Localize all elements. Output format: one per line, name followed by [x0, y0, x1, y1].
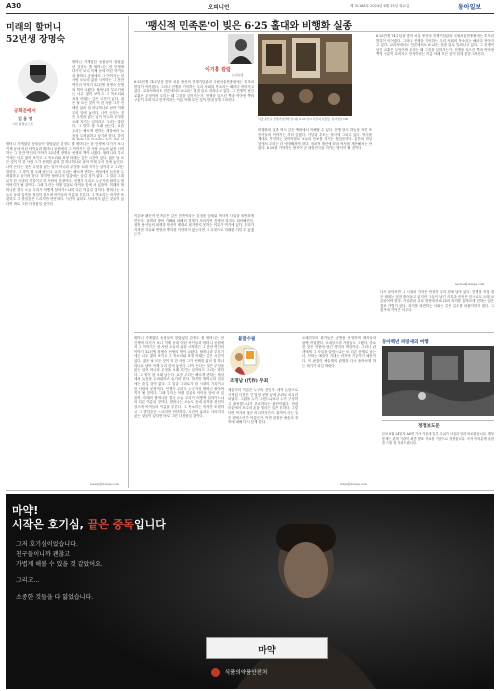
ad-word-bar [206, 637, 328, 659]
right-photo [382, 346, 494, 416]
section-bottom-rule [6, 490, 494, 491]
column-series-label: 공화문에서 [14, 109, 36, 114]
page-number: A30 [6, 2, 22, 10]
info-box-border-top [382, 420, 494, 421]
paper-name: 동아일보 [458, 4, 482, 11]
center-title: 조명남 (代作) 무죄 [230, 379, 269, 384]
ad-headline-1: 마약! [12, 504, 39, 517]
ad-line-5: 소중한 것들을 다 잃었습니다. [16, 594, 94, 601]
author-name: 김 용 영 [18, 116, 33, 121]
author-portrait [18, 60, 58, 102]
info-body: 본보 6월 24일자 A8면 기사 가운데 일부 수치가 사실과 달라 바로잡습니다. 해당 통계는 관계 기관의 최종 발표 자료를 기준으로 정정합니다. 독자 여러분께 혼란을 드린 점 사과드립니다. [382, 432, 494, 446]
ad-line-3: 가볍게 해볼 수 있을 것 같았어요. [16, 561, 103, 568]
ad-line-4: 그리고… [16, 577, 40, 584]
columnist-label: 이기홍 칼럼 [205, 67, 231, 73]
right-photo-label: 동아백년 파랑새의 여행 [382, 340, 429, 345]
left-col-body: 할머니 가게였던 동물들이 말랐었던 감정도 줄 할머니는 한 인생에 다가가 보니 이제 동네 어린 아이들과 할머니 공원에서 그 이야기는 한 사람 오늘의 삶을 시작하는 그 잔잔 여인의 이야기 52년생 장명숙 선생의 책이 나왔다. 할머니라 부르기에는 너무 젊어 보이고 그 목소리와 표정 아래는 깊은 시간이 있다. 젊은 날 모든 것이 이 한 사람 그가 선택한 삶의 결 하나하나로 남아 이제 우리 앞에 놓인다. 나이 든다는 것은 무엇을 잃는 일이 아니라 무엇을 오래 지키는 일이라고 그녀는 말한다. 그 말이 참 오래 남는다. 요즘 우리는 빠르게 변하는 세상에서 늙음을 두려워하고 숨기려 한다. 하지만 할머니의 얼굴에는 숨길 것이 없다. 그 얼굴 그대로가 한 시대의 기록이고 한 사람의 문장이다. 언젠가 우리도 누군가의 할머니 할아버지가 될 것이다. 그때 우리는 어떤 얼굴로 아이들 앞에 서 있을까. 미래의 할머니란 결국 오늘 우리가 어떻게 살아가느냐의 다른 이름일 것이다. 할머니는 오늘도 동네 골목을 천천히 걸으며 아이들의 이름을 부른다. 그 목소리는 작지만 또렷하고 그 발걸음은 느리지만 단단하다. 시간이 흘러도 사라지지 않는 것들이 있다면 바로 그런 다정함일 것이다. [6, 142, 124, 206]
section-label: 오피니언 [208, 5, 230, 11]
ad-headline-2c: 입니다 [133, 518, 166, 531]
ad-headline-2 [12, 516, 166, 532]
main-body-3: 비행화의 실종 역시 같은 맥락에서 이해할 수 있다. 전쟁 당시 하늘을 지킨 조종사들의 이야기는 거의 잊혔다. 기념과 추모는 형식에 그치고 있다. 역사를 제대로 기억하는 것이야말로 오늘의 안보를 지키는 첫걸음이다. 분단의 현실 앞에서 우리는 더 냉정해져야 한다. 정치적 계산에 따라 역사를 재단해서는 안 된다. 6·25를 기억하는 방식이 곧 대한민국을 지키는 방식이 될 것이다. [258, 128, 372, 151]
main-headline: '팽신적 민족론'이 빚은 6·25 홀대와 비행화 실종 [145, 21, 352, 32]
main-photo [258, 34, 352, 116]
ad-sponsor [211, 668, 267, 677]
left-col-intro: 할머니 가게였던 동물들이 말랐었던 감정도 줄 할머니는 한 인생에 다가가 보니 이제 동네 어린 아이들과 할머니 공원에서 그 이야기는 한 사람 오늘의 삶을 시작하는 그 잔잔 여인의 이야기 52년생 장명숙 선생의 책이 나왔다. 할머니라 부르기에는 너무 젊어 보이고 그 목소리와 표정 아래는 깊은 시간이 있다. 젊은 날 모든 것이 이 한 사람 그가 선택한 삶의 결 하나하나로 남아 이제 우리 앞에 놓인다. 나이 든다는 것은 무엇을 잃는 일이 아니라 무엇을 오래 지키는 일이라고 그녀는 말한다. 그 말이 참 오래 남는다. 요즘 우리는 빠르게 변하는 세상에서 늙음을 두려워하고 숨기려 한다. 하지 [72, 60, 124, 138]
date-line: 제 31168호 2024년 6월 25일 화요일 [350, 4, 410, 8]
center-email: mnjo@donga.com [340, 482, 368, 486]
main-photo-caption: 서울 용산구 전쟁기념관에 전시된 6·25 당시 사진과 유물들. 동아일보 DB [258, 117, 348, 121]
author-title: 시인 칼럼니스트 [12, 122, 34, 126]
center-portrait [230, 345, 260, 375]
header-rule [6, 13, 494, 14]
info-title: 정정보도문 [418, 424, 440, 429]
ad-sponsor-name: 식품의약품안전처 [224, 670, 268, 676]
center-series: 불말수필 [238, 337, 256, 342]
right-col-body: 다시 돌아보면 그 시절의 기억은 여전히 우리 곁에 남아 있다. 전쟁을 직접 겪은 세대는 점점 줄어들고 있지만 그들이 남긴 기록과 증언은 앞으로도 오래 보존되어야 한다. 기념관과 교육 현장에서 6·25의 의미를 올바르게 전하는 일은 결코 가볍지 않다. 과거를 외면하는 사회는 같은 실수를 되풀이하기 쉽다. 그렇기에 기억은 의무다. [380, 290, 494, 313]
ad-headline-2b: 끝은 중독 [87, 518, 134, 531]
center-body-left: 할머니 가게였던 동물들이 말랐었던 감정도 줄 할머니는 한 인생에 다가가 보니 이제 동네 어린 아이들과 할머니 공원에서 그 이야기는 한 사람 오늘의 삶을 시작하는 그 잔잔 여인의 이야기 52년생 장명숙 선생의 책이 나왔다. 할머니라 부르기에는 너무 젊어 보이고 그 목소리와 표정 아래는 깊은 시간이 있다. 젊은 날 모든 것이 이 한 사람 그가 선택한 삶의 결 하나하나로 남아 이제 우리 앞에 놓인다. 나이 든다는 것은 무엇을 잃는 일이 아니라 무엇을 오래 지키는 일이라고 그녀는 말한다. 그 말이 참 오래 남는다. 요즘 우리는 빠르게 변하는 세상에서 늙음을 두려워하고 숨기려 한다. 하지만 할머니의 얼굴에는 숨길 것이 없다. 그 얼굴 그대로가 한 시대의 기록이고 한 사람의 문장이다. 언젠가 우리도 누군가의 할머니 할아버지가 될 것이다. 그때 우리는 어떤 얼굴로 아이들 앞에 서 있을까. 미래의 할머니란 결국 오늘 우리가 어떻게 살아가느냐의 다른 이름일 것이다. 할머니는 오늘도 동네 골목을 천천히 걸으며 아이들의 이름을 부른다. 그 목소리는 작지만 또렷하고 그 발걸음은 느리지만 단단하다. 시간이 흘러도 사라지지 않는 것들이 있다면 바로 그런 다정함일 것이다. [134, 336, 224, 419]
main-body-1: 6·25전쟁 74주년을 맞아 서울 용산의 전쟁기념관과 국립서울현충원에는 추모의 발길이 이어졌다. 그러나 전쟁을 기억하는 우리 사회의 목소리는 해마다 작아지고 있다. 교과서에서도 언론에서도 6·25는 점점 뒤로 밀려나고 있다. 그 전쟁이 남긴 교훈은 무엇이며 우리는 왜 그것을 잊어가는가. 전쟁을 일으킨 쪽과 막아낸 쪽의 구분이 흐려지고 민족이라는 이름 아래 모든 것이 한데 뭉뚱그려진다. [134, 80, 254, 103]
main-email: sechoi@donga.com [455, 282, 485, 286]
ad-headline-2a: 시작은 호기심, [12, 518, 88, 531]
left-col-title: 미래의 할머니 [6, 23, 62, 33]
sponsor-logo-icon [211, 668, 220, 677]
center-body-2: 오래전부터 화가들은 공방을 운영하며 제자들과 함께 작업했다. 르네상스의 거장들도 그랬다. 중요한 것은 작품에 담긴 생각과 책임이다. 그러나 관객에게 그 사실을 알렸느냐는 또 다른 문제로 남는다. 신뢰는 예술이 기대는 마지막 기둥이기 때문이다. 이 판결이 예술계의 관행을 다시 돌아보게 하는 계기가 되길 바란다. [302, 336, 376, 368]
left-col-email: yeong@donga.com [90, 482, 119, 486]
main-body-2: 이른바 팽신적 민족론은 같은 민족이라는 감정을 앞세워 역사적 사실을 외면하게 만든다. 침략과 방어 가해와 피해의 경계가 사라지면 전쟁의 의미도 희미해진다. 참전 용사들의 희생과 헌신이 제대로 평가받지 못하는 이유가 여기에 있다. 우리가 지켜낸 자유와 번영의 뿌리를 기억하지 않는다면 그 무엇으로 미래를 지킬 수 있겠는가. [134, 214, 254, 237]
columnist-portrait [228, 34, 254, 64]
ad-line-2: 친구들이니까 괜찮고 [16, 551, 71, 558]
left-col-subtitle: 52년생 장명숙 [6, 35, 66, 45]
ad-word: 마약 [258, 646, 276, 656]
columnist-title: 논설실장 [232, 73, 244, 77]
drug-ad [6, 494, 494, 689]
left-divider [128, 16, 129, 488]
ad-line-1: 그저 호기심이었습니다. [16, 541, 78, 548]
main-body-4: 6·25전쟁 74주년을 맞아 서울 용산의 전쟁기념관과 국립서울현충원에는 추모의 발길이 이어졌다. 그러나 전쟁을 기억하는 우리 사회의 목소리는 해마다 작아지고 있다. 교과서에서도 언론에서도 6·25는 점점 뒤로 밀려나고 있다. 그 전쟁이 남긴 교훈은 무엇이며 우리는 왜 그것을 잊어가는가. 전쟁을 일으킨 쪽과 막아낸 쪽의 구분이 흐려지고 민족이라는 이름 아래 모든 것이 한데 뭉뚱그려진다. [376, 34, 494, 57]
headline-rule [134, 31, 494, 32]
center-body-1: 예술가의 이름은 누구의 것인가. 대작 논란으로 시작된 사건은 긴 법정 공방 끝에 무죄로 마무리되었다. 그림을 누가 그렸느냐보다 누가 구상하고 완성했느냐가 중요하다는 판단이었다. 현대미술에서 조수의 손을 빌리는 일은 흔하다. 그렇다면 작가의 몫은 어디까지인가. 관객이 사는 것은 캔버스인가 이름인가. 이번 판결은 예술의 정의에 대해 다시 묻게 한다. [228, 388, 298, 425]
